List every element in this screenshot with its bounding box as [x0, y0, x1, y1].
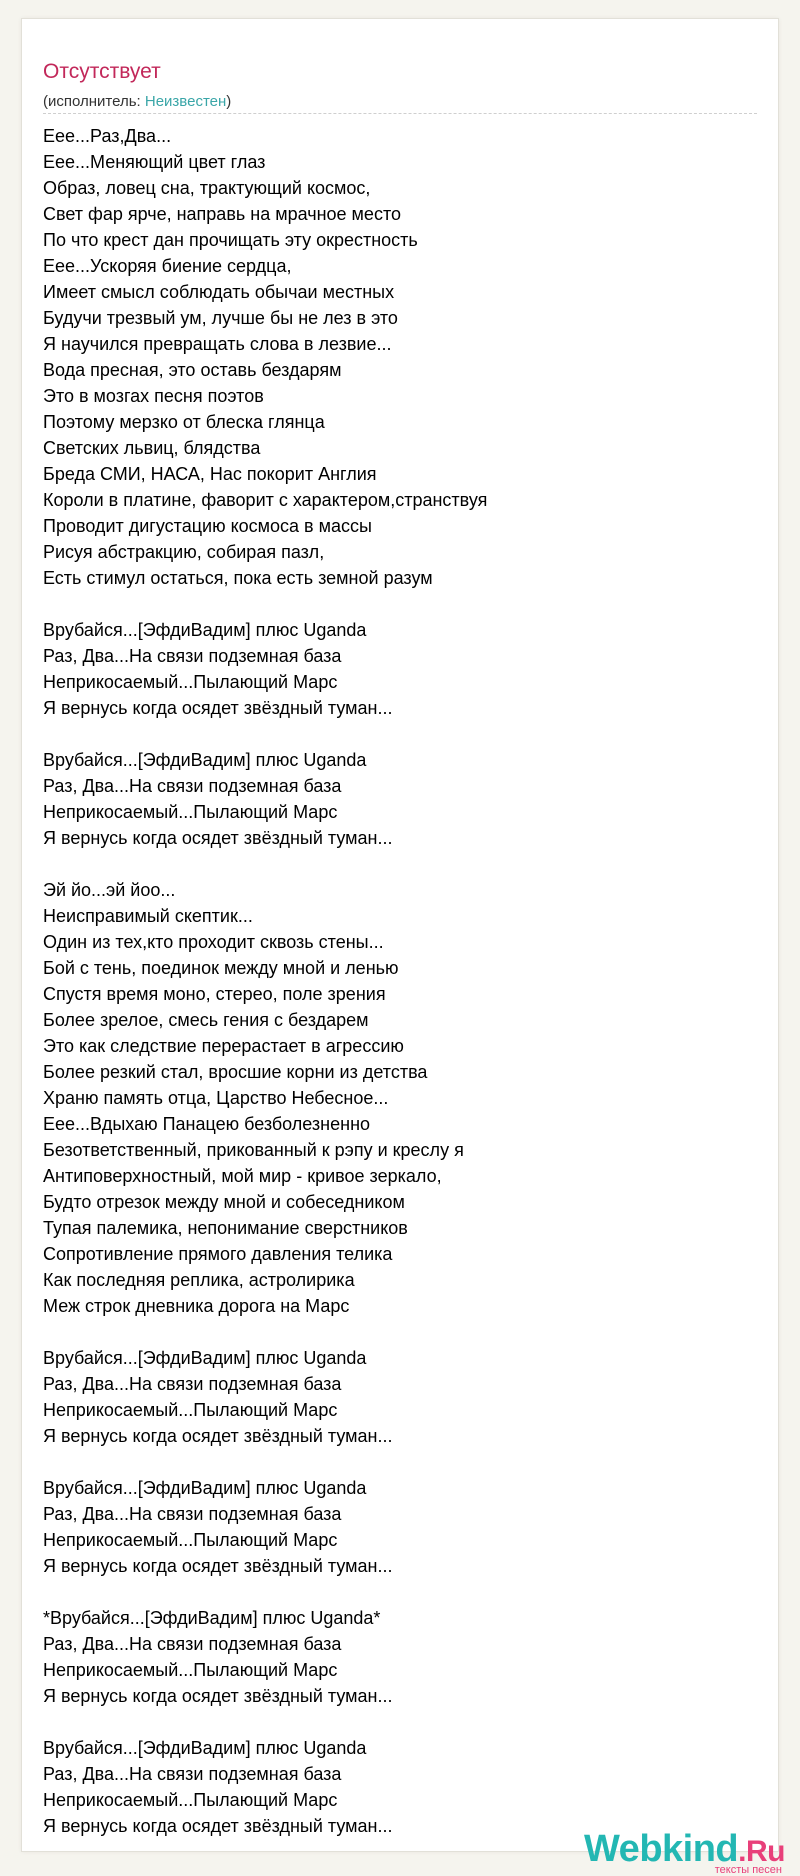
- song-header: [43, 45, 757, 114]
- artist-line: [43, 93, 231, 111]
- artist-suffix: ): [226, 93, 232, 110]
- lyric-line: Я вернусь когда осядет звёздный туман...: [43, 1556, 393, 1576]
- stanza-break: [43, 1579, 763, 1605]
- stanza-break: [43, 1319, 763, 1345]
- song-title: Отсутствует: [43, 60, 161, 83]
- lyric-line: Раз, Два...На связи подземная база: [43, 646, 342, 666]
- stanza-break: [43, 1449, 763, 1475]
- lyric-line: Это как следствие перерастает в агрессию: [43, 1036, 404, 1056]
- lyric-line: Неисправимый скептик...: [43, 906, 253, 926]
- logo-tld: .Ru: [738, 1835, 785, 1868]
- lyric-line: Свет фар ярче, направь на мрачное место: [43, 204, 401, 224]
- lyrics-text: [43, 123, 763, 1839]
- lyric-line: Храню память отца, Царство Небесное...: [43, 1088, 389, 1108]
- lyric-line: Я вернусь когда осядет звёздный туман...: [43, 828, 393, 848]
- lyric-line: Безответственный, прикованный к рэпу и креслу я: [43, 1140, 464, 1160]
- lyric-line: Более резкий стал, вросшие корни из детства: [43, 1062, 428, 1082]
- lyric-line: Еее...Ускоряя биение сердца,: [43, 256, 292, 276]
- lyric-line: Образ, ловец сна, трактующий космос,: [43, 178, 371, 198]
- lyric-line: Есть стимул остаться, пока есть земной разум: [43, 568, 433, 588]
- lyric-line: Неприкосаемый...Пылающий Марс: [43, 1400, 338, 1420]
- lyric-line: Будто отрезок между мной и собеседником: [43, 1192, 405, 1212]
- lyric-line: Врубайся...[ЭфдиВадим] плюс Uganda: [43, 1348, 367, 1368]
- stanza-break: [43, 591, 763, 617]
- lyric-line: Более зрелое, смесь гения с бездарем: [43, 1010, 369, 1030]
- lyric-line: Сопротивление прямого давления телика: [43, 1244, 393, 1264]
- lyric-line: Будучи трезвый ум, лучше бы не лез в это: [43, 308, 398, 328]
- lyric-line: Раз, Два...На связи подземная база: [43, 1504, 342, 1524]
- lyric-line: Антиповерхностный, мой мир - кривое зеркало,: [43, 1166, 442, 1186]
- lyric-line: *Врубайся...[ЭфдиВадим] плюс Uganda*: [43, 1608, 381, 1628]
- lyric-line: Неприкосаемый...Пылающий Марс: [43, 1660, 338, 1680]
- lyric-line: Еее...Вдыхаю Панацею безболезненно: [43, 1114, 371, 1134]
- lyric-line: Раз, Два...На связи подземная база: [43, 1764, 342, 1784]
- lyric-line: Светских львиц, блядства: [43, 438, 261, 458]
- lyric-line: Еее...Раз,Два...: [43, 126, 172, 146]
- stanza-break: [43, 851, 763, 877]
- lyric-line: Неприкосаемый...Пылающий Марс: [43, 1790, 338, 1810]
- lyric-line: Неприкосаемый...Пылающий Марс: [43, 1530, 338, 1550]
- lyric-line: Один из тех,кто проходит сквозь стены...: [43, 932, 384, 952]
- lyric-line: По что крест дан прочищать эту окрестность: [43, 230, 418, 250]
- lyric-line: Это в мозгах песня поэтов: [43, 386, 264, 406]
- lyric-line: Бреда СМИ, НАСА, Нас покорит Англия: [43, 464, 377, 484]
- lyric-line: Поэтому мерзко от блеска глянца: [43, 412, 325, 432]
- lyric-line: Как последняя реплика, астролирика: [43, 1270, 355, 1290]
- lyric-line: Меж строк дневника дорога на Марс: [43, 1296, 350, 1316]
- lyric-line: Врубайся...[ЭфдиВадим] плюс Uganda: [43, 1738, 367, 1758]
- lyric-line: Короли в платине, фаворит с характером,странствуя: [43, 490, 488, 510]
- logo-name: Webkind: [584, 1828, 739, 1870]
- lyric-line: Врубайся...[ЭфдиВадим] плюс Uganda: [43, 750, 367, 770]
- logo-tagline: тексты песен: [714, 1864, 782, 1876]
- lyrics-card: [21, 18, 785, 1876]
- lyric-line: Я вернусь когда осядет звёздный туман...: [43, 698, 393, 718]
- lyric-line: Врубайся...[ЭфдиВадим] плюс Uganda: [43, 620, 367, 640]
- lyric-line: Раз, Два...На связи подземная база: [43, 1374, 342, 1394]
- lyric-line: Эй йо...эй йоо...: [43, 880, 176, 900]
- lyric-line: Раз, Два...На связи подземная база: [43, 776, 342, 796]
- lyric-line: Я научился превращать слова в лезвие...: [43, 334, 392, 354]
- webkind-logo[interactable]: [584, 1827, 794, 1876]
- artist-prefix: (исполнитель:: [43, 93, 145, 110]
- stanza-break: [43, 1709, 763, 1735]
- lyric-line: Тупая палемика, непонимание сверстников: [43, 1218, 408, 1238]
- lyric-line: Спустя время моно, стерео, поле зрения: [43, 984, 386, 1004]
- lyric-line: Имеет смысл соблюдать обычаи местных: [43, 282, 395, 302]
- lyric-line: Я вернусь когда осядет звёздный туман...: [43, 1426, 393, 1446]
- lyric-line: Неприкосаемый...Пылающий Марс: [43, 802, 338, 822]
- lyric-line: Еее...Меняющий цвет глаз: [43, 152, 266, 172]
- lyric-line: Я вернусь когда осядет звёздный туман...: [43, 1816, 393, 1836]
- lyric-line: Рисуя абстракцию, собирая пазл,: [43, 542, 325, 562]
- lyric-line: Проводит дигустацию космоса в массы: [43, 516, 372, 536]
- lyric-line: Я вернусь когда осядет звёздный туман...: [43, 1686, 393, 1706]
- lyric-line: Вода пресная, это оставь бездарям: [43, 360, 342, 380]
- lyric-line: Врубайся...[ЭфдиВадим] плюс Uganda: [43, 1478, 367, 1498]
- lyric-line: Неприкосаемый...Пылающий Марс: [43, 672, 338, 692]
- lyric-line: Раз, Два...На связи подземная база: [43, 1634, 342, 1654]
- stanza-break: [43, 721, 763, 747]
- artist-link[interactable]: Неизвестен: [144, 93, 227, 110]
- lyric-line: Бой с тень, поединок между мной и ленью: [43, 958, 399, 978]
